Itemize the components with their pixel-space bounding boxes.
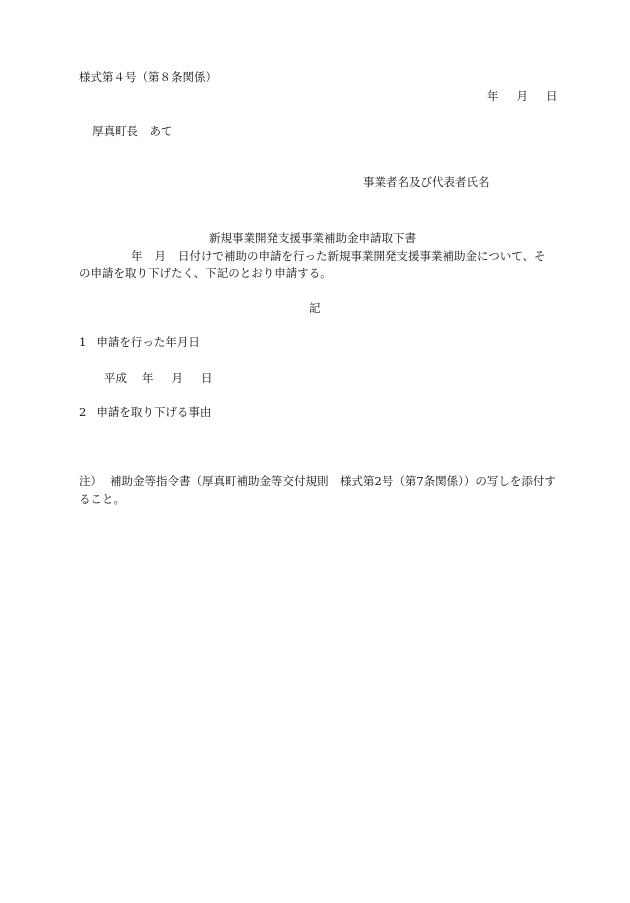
item-1-number: 1 (79, 335, 87, 349)
note-line-2: ること。 (79, 492, 125, 506)
body-year: 年 (131, 249, 143, 263)
item-2-number: 2 (79, 405, 87, 419)
body-line-2: の申請を取り下げたく、下記のとおり申請する。 (79, 266, 332, 280)
item-1-era: 平成 (104, 371, 127, 385)
ki-heading: 記 (309, 301, 321, 315)
note-label: 注） (79, 474, 102, 488)
body-line-1 (131, 251, 546, 263)
item-1-month: 月 (171, 371, 183, 385)
date-line (487, 91, 558, 103)
note-text: 補助金等指令書（厚真町補助金等交付規則 様式第2号（第7条関係））の写しを添付す (110, 474, 556, 488)
item-1-day: 日 (201, 371, 213, 385)
item-1 (79, 337, 200, 349)
body-month: 月 (154, 249, 166, 263)
item-2-label: 申請を取り下げる事由 (96, 405, 212, 419)
item-2 (79, 407, 211, 419)
date-day: 日 (546, 89, 558, 103)
item-1-label: 申請を行った年月日 (96, 335, 200, 349)
note-line-1 (79, 476, 556, 488)
addressee: 厚真町長 あて (92, 124, 173, 138)
form-number: 様式第４号（第８条関係） (79, 70, 217, 84)
date-year: 年 (487, 89, 499, 103)
item-1-year: 年 (142, 371, 154, 385)
date-month: 月 (516, 89, 528, 103)
body-text: 日付けで補助の申請を行った新規事業開発支援事業補助金について、そ (178, 249, 546, 263)
document-title: 新規事業開発支援事業補助金申請取下書 (209, 231, 416, 245)
item-1-date (104, 373, 213, 385)
applicant-label: 事業者名及び代表者氏名 (363, 175, 490, 189)
